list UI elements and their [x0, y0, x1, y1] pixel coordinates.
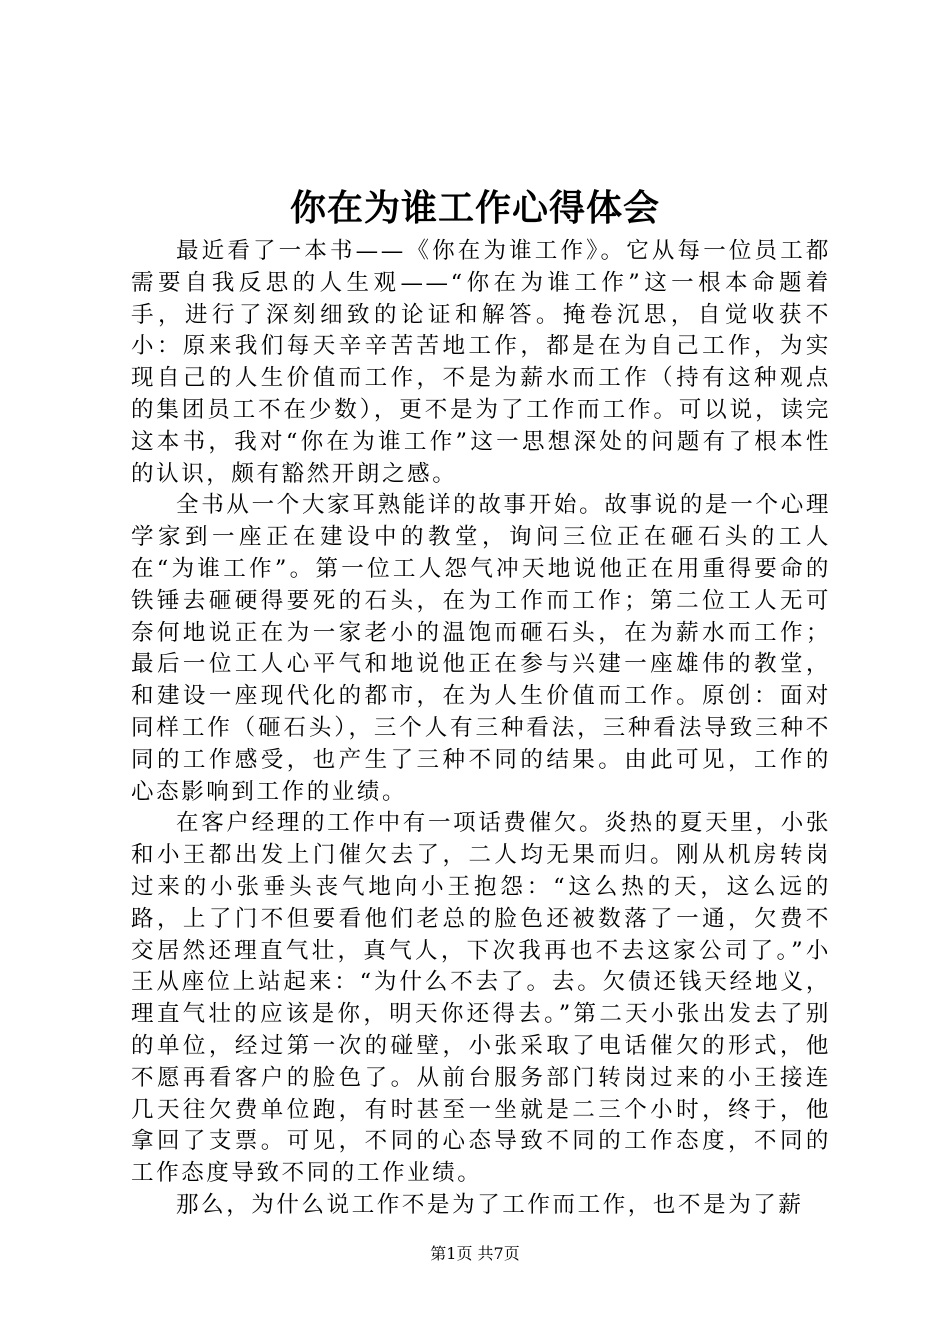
page-number-footer: 第1页 共7页	[430, 1244, 520, 1263]
document-title: 你在为谁工作心得体会	[289, 187, 660, 229]
paragraph: 在客户经理的工作中有一项话费催欠。炎热的夏天里，小张和小王都出发上门催欠去了，二人均无果而归。刚从机房转岗过来的小张垂头丧气地向小王抱怨：“这么热的天，这么远的路，上了门不但要看他们老总的脸色还被数落了一通，欠费不交居然还理直气壮，真气人，下次我再也不去这家公司了。”小王从座位上站起来：“为什么不去了。去。欠债还钱天经地义，理直气壮的应该是你，明天你还得去。”第二天小张出发去了别的单位，经过第一次的碰壁，小张采取了电话催欠的形式，他不愿再看客户的脸色了。从前台服务部门转岗过来的小王接连几天往欠费单位跑，有时甚至一坐就是二三个小时，终于，他拿回了支票。可见，不同的心态导致不同的工作态度，不同的工作态度导致不同的工作业绩。	[131, 810, 831, 1187]
paragraph: 那么，为什么说工作不是为了工作而工作，也不是为了薪	[176, 1191, 804, 1218]
paragraph: 最近看了一本书——《你在为谁工作》。它从每一位员工都需要自我反思的人生观——“你在为谁工作”这一根本命题着手，进行了深刻细致的论证和解答。掩卷沉思，自觉收获不小：原来我们每天辛辛苦苦地工作，都是在为自己工作，为实现自己的人生价值而工作，不是为薪水而工作（持有这种观点的集团员工不在少数），更不是为了工作而工作。可以说，读完这本书，我对“你在为谁工作”这一思想深处的问题有了根本性的认识，颇有豁然开朗之感。	[131, 238, 831, 487]
document-body	[131, 236, 831, 1222]
paragraph: 全书从一个大家耳熟能详的故事开始。故事说的是一个心理学家到一座正在建设中的教堂，询问三位正在砸石头的工人在“为谁工作”。第一位工人怨气冲天地说他正在用重得要命的铁锤去砸硬得要死的石头，在为工作而工作；第二位工人无可奈何地说正在为一家老小的温饱而砸石头，在为薪水而工作；最后一位工人心平气和地说他正在参与兴建一座雄伟的教堂，和建设一座现代化的都市，在为人生价值而工作。原创：面对同样工作（砸石头），三个人有三种看法，三种看法导致三种不同的工作感受，也产生了三种不同的结果。由此可见，工作的心态影响到工作的业绩。	[131, 492, 831, 805]
